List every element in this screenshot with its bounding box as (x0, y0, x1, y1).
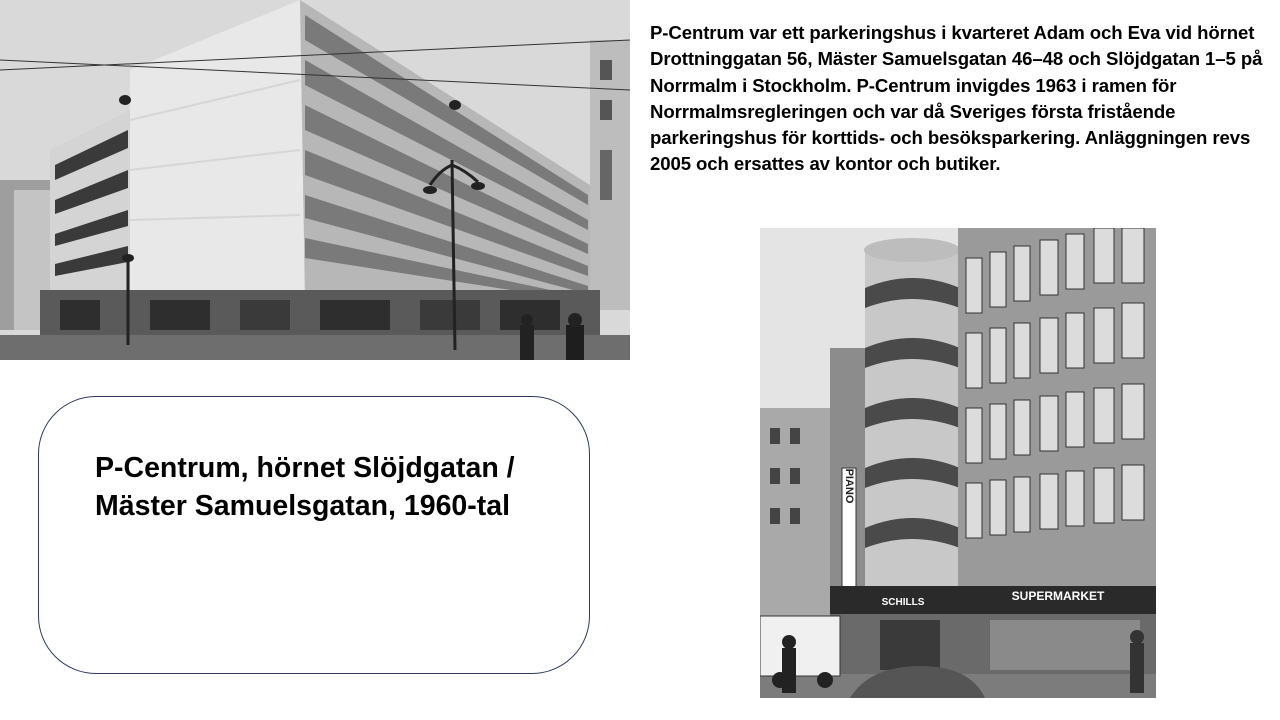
caption-box (38, 396, 590, 674)
piano-sign: PIANO (843, 468, 855, 504)
photo-caption: P-Centrum, hörnet Slöjdgatan / Mäster Samuelsgatan, 1960-tal (95, 452, 515, 522)
supermarket-sign: SUPERMARKET (1011, 589, 1105, 603)
intro-paragraph: P-Centrum var ett parkeringshus i kvarteret Adam och Eva vid hörnet Drottninggatan 56, Mäster Samuelsgatan 46–48 och Slöjdgatan 1–5 på Norrmalm i Stockholm. P-Centrum invigdes 1963 i ramen för Norrmalmsregleringen och var då Sveriges första fristående parkeringshus för korttids- och besöksparkering. Anläggningen revs 2005 och ersattes av kontor och butiker. (650, 22, 1263, 175)
parking-building-photo (0, 0, 630, 360)
street-view-photo (760, 228, 1156, 698)
schills-sign: SCHILLS (881, 597, 925, 608)
